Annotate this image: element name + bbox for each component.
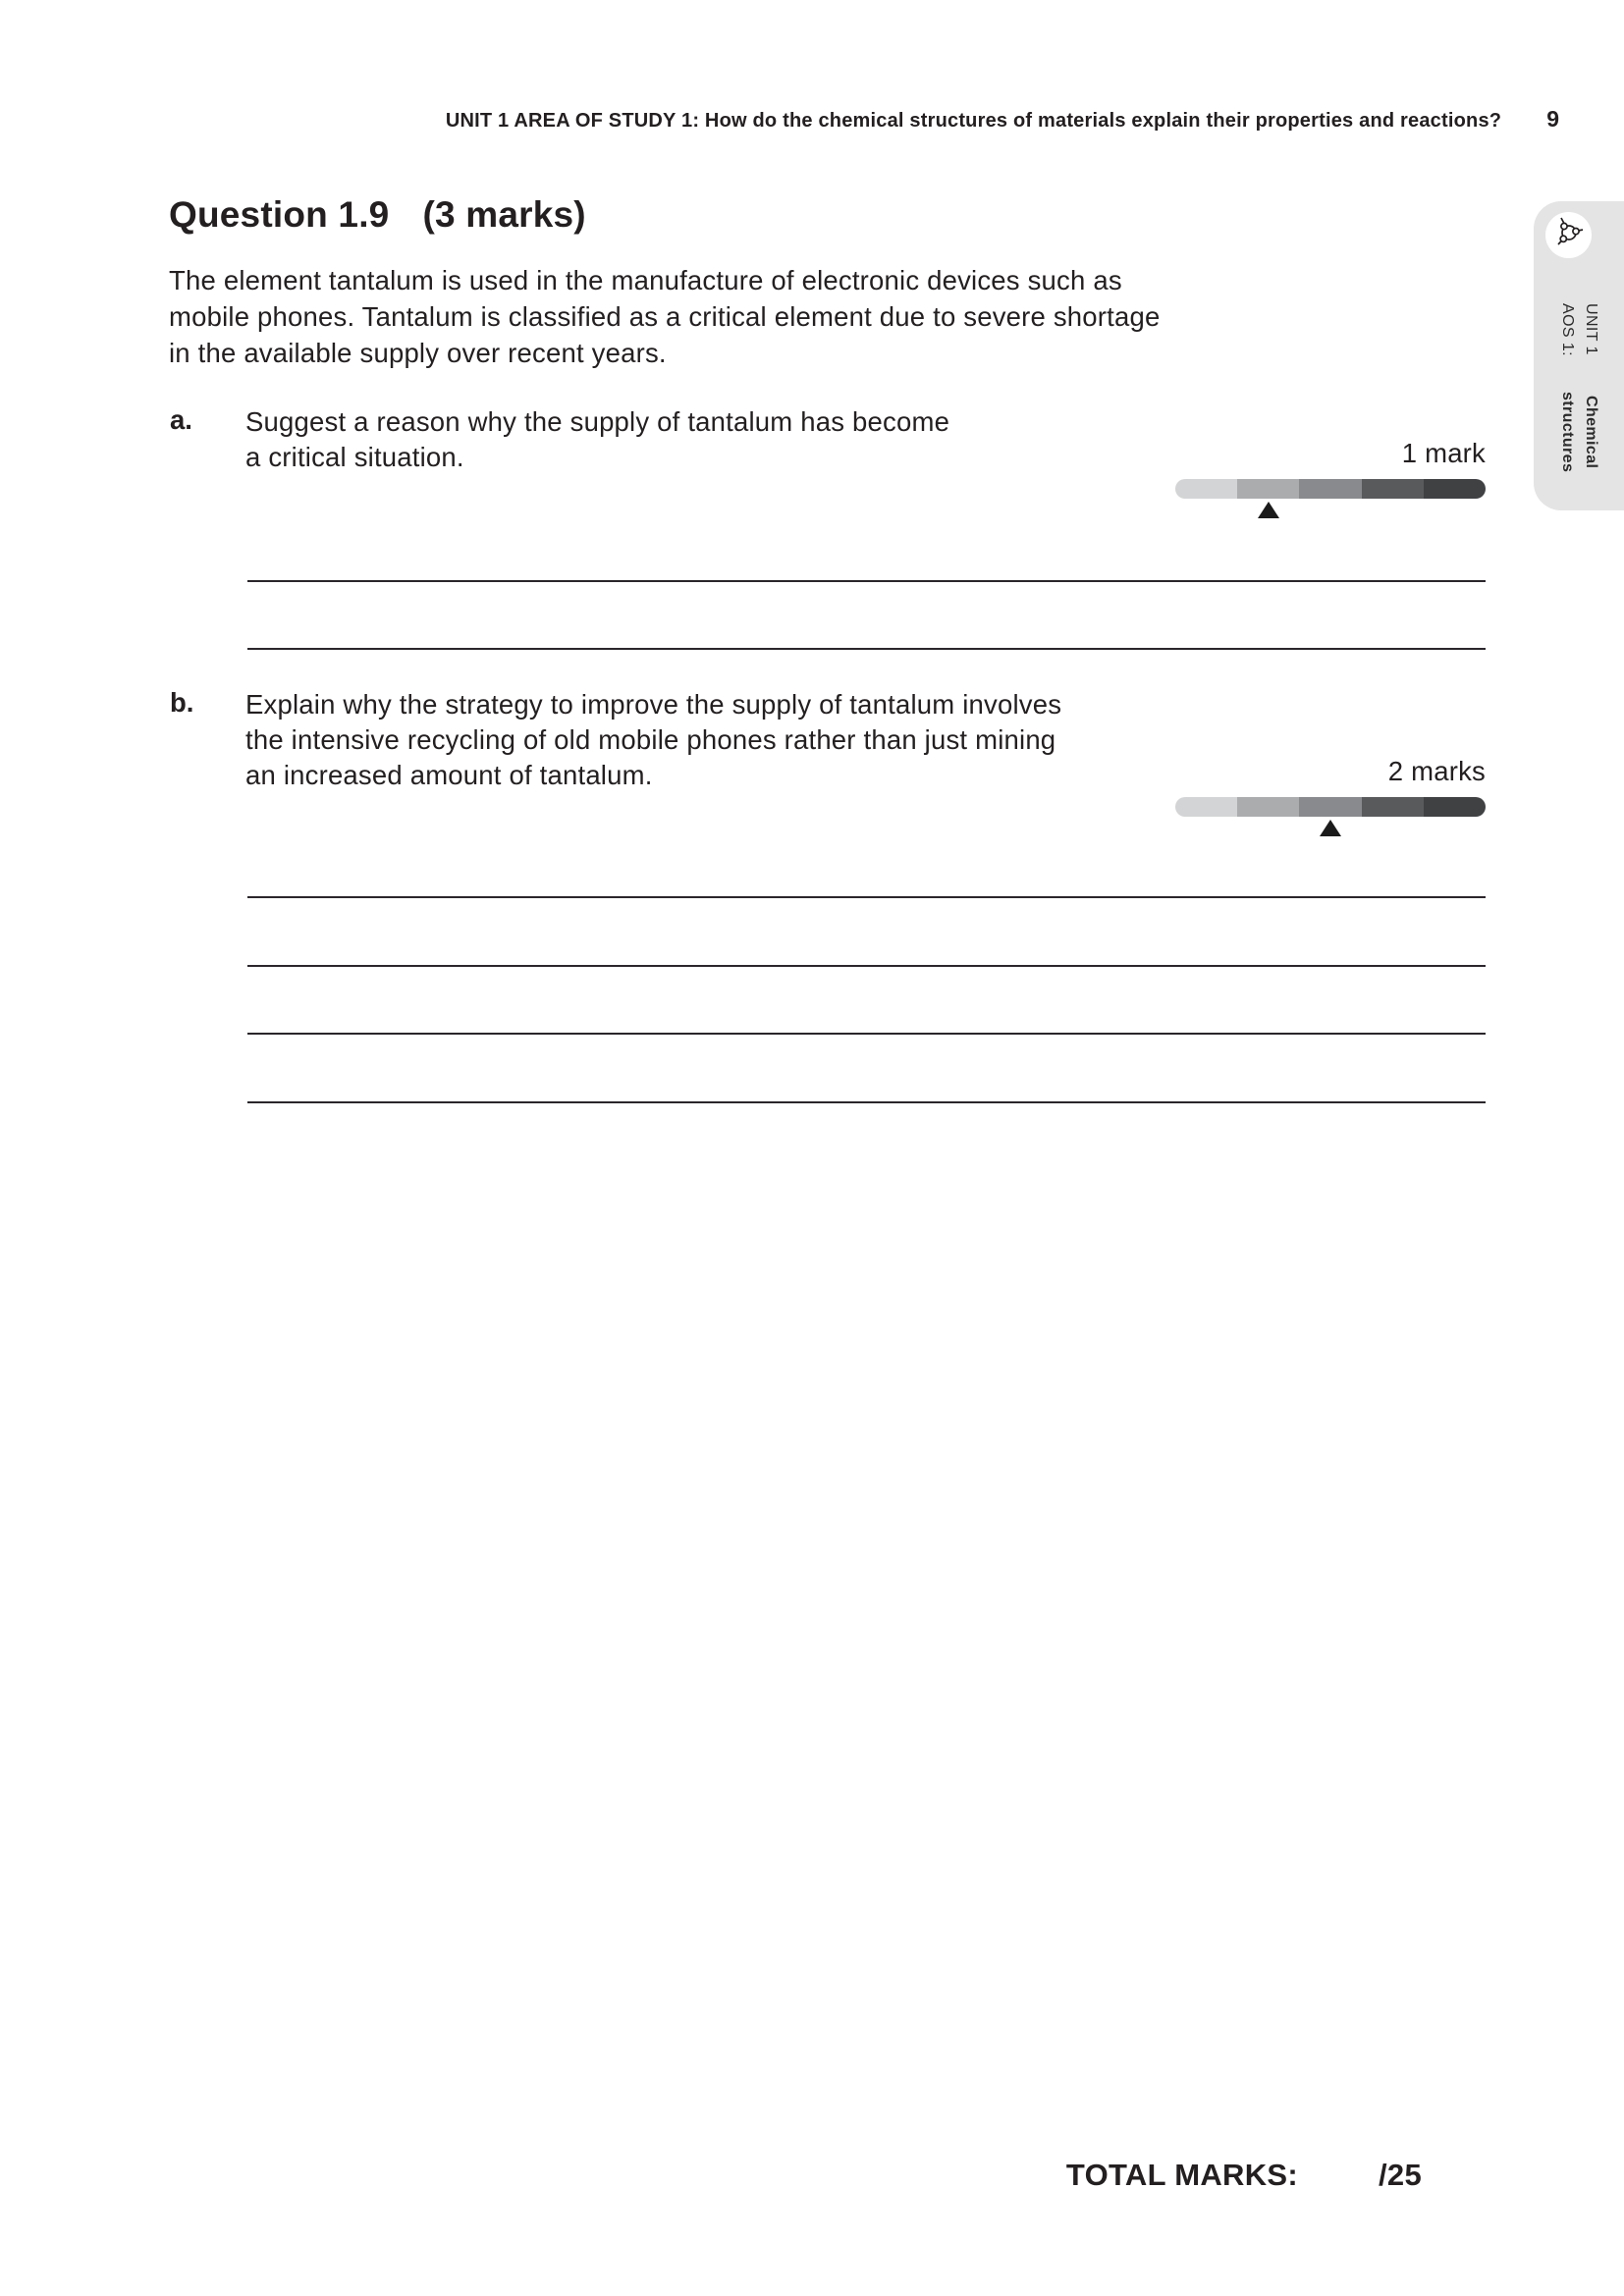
part-b-line: an increased amount of tantalum. — [245, 760, 653, 790]
intro-line: The element tantalum is used in the manufacture of electronic devices such as — [169, 265, 1122, 295]
difficulty-meter-bar — [1175, 479, 1486, 499]
answer-line[interactable] — [247, 896, 1486, 898]
total-marks-row — [1066, 2158, 1422, 2193]
part-b-difficulty-meter — [1175, 797, 1486, 840]
part-b-marks: 2 marks — [1387, 756, 1486, 786]
tab-vertical-text — [1534, 288, 1624, 493]
difficulty-arrow-icon — [1258, 502, 1279, 518]
tab-topic-label: Chemical structures — [1559, 391, 1599, 473]
molecule-icon — [1553, 217, 1585, 253]
page-header — [167, 106, 1559, 133]
part-b-text — [245, 687, 1061, 793]
part-b-line: Explain why the strategy to improve the supply of tantalum involves — [245, 689, 1062, 720]
answer-line[interactable] — [247, 648, 1486, 650]
answer-line[interactable] — [247, 1033, 1486, 1035]
part-a-line: Suggest a reason why the supply of tantalum has become — [245, 406, 950, 437]
part-a-label: a. — [170, 404, 192, 435]
chapter-side-tab[interactable] — [1534, 201, 1624, 510]
total-marks-label: TOTAL MARKS: — [1065, 2158, 1298, 2192]
intro-line: mobile phones. Tantalum is classified as a critical element due to severe shortage — [169, 301, 1161, 332]
difficulty-meter-bar — [1175, 797, 1486, 817]
part-a-line: a critical situation. — [245, 442, 464, 472]
intro-line: in the available supply over recent years. — [169, 338, 667, 368]
difficulty-arrow-icon — [1320, 820, 1341, 836]
question-title — [169, 194, 586, 236]
question-intro — [169, 262, 1160, 371]
part-a-marks: 1 mark — [1401, 438, 1486, 468]
total-marks-value: /25 — [1379, 2158, 1422, 2192]
answer-line[interactable] — [247, 965, 1486, 967]
tab-unit-label: UNIT 1 AOS 1: — [1559, 302, 1599, 356]
tab-icon-circle — [1545, 212, 1592, 258]
part-b-line: the intensive recycling of old mobile phones rather than just mining — [245, 724, 1056, 755]
question-total-marks: (3 marks) — [422, 194, 586, 235]
part-a-difficulty-meter — [1175, 479, 1486, 522]
answer-line[interactable] — [247, 580, 1486, 582]
header-title: UNIT 1 AREA OF STUDY 1: How do the chemical structures of materials explain their properties and reactions? — [445, 110, 1502, 132]
question-number: Question 1.9 — [169, 194, 390, 235]
part-b-label: b. — [170, 687, 194, 718]
page-number: 9 — [1546, 106, 1559, 132]
part-a-text — [245, 404, 949, 475]
answer-line[interactable] — [247, 1101, 1486, 1103]
